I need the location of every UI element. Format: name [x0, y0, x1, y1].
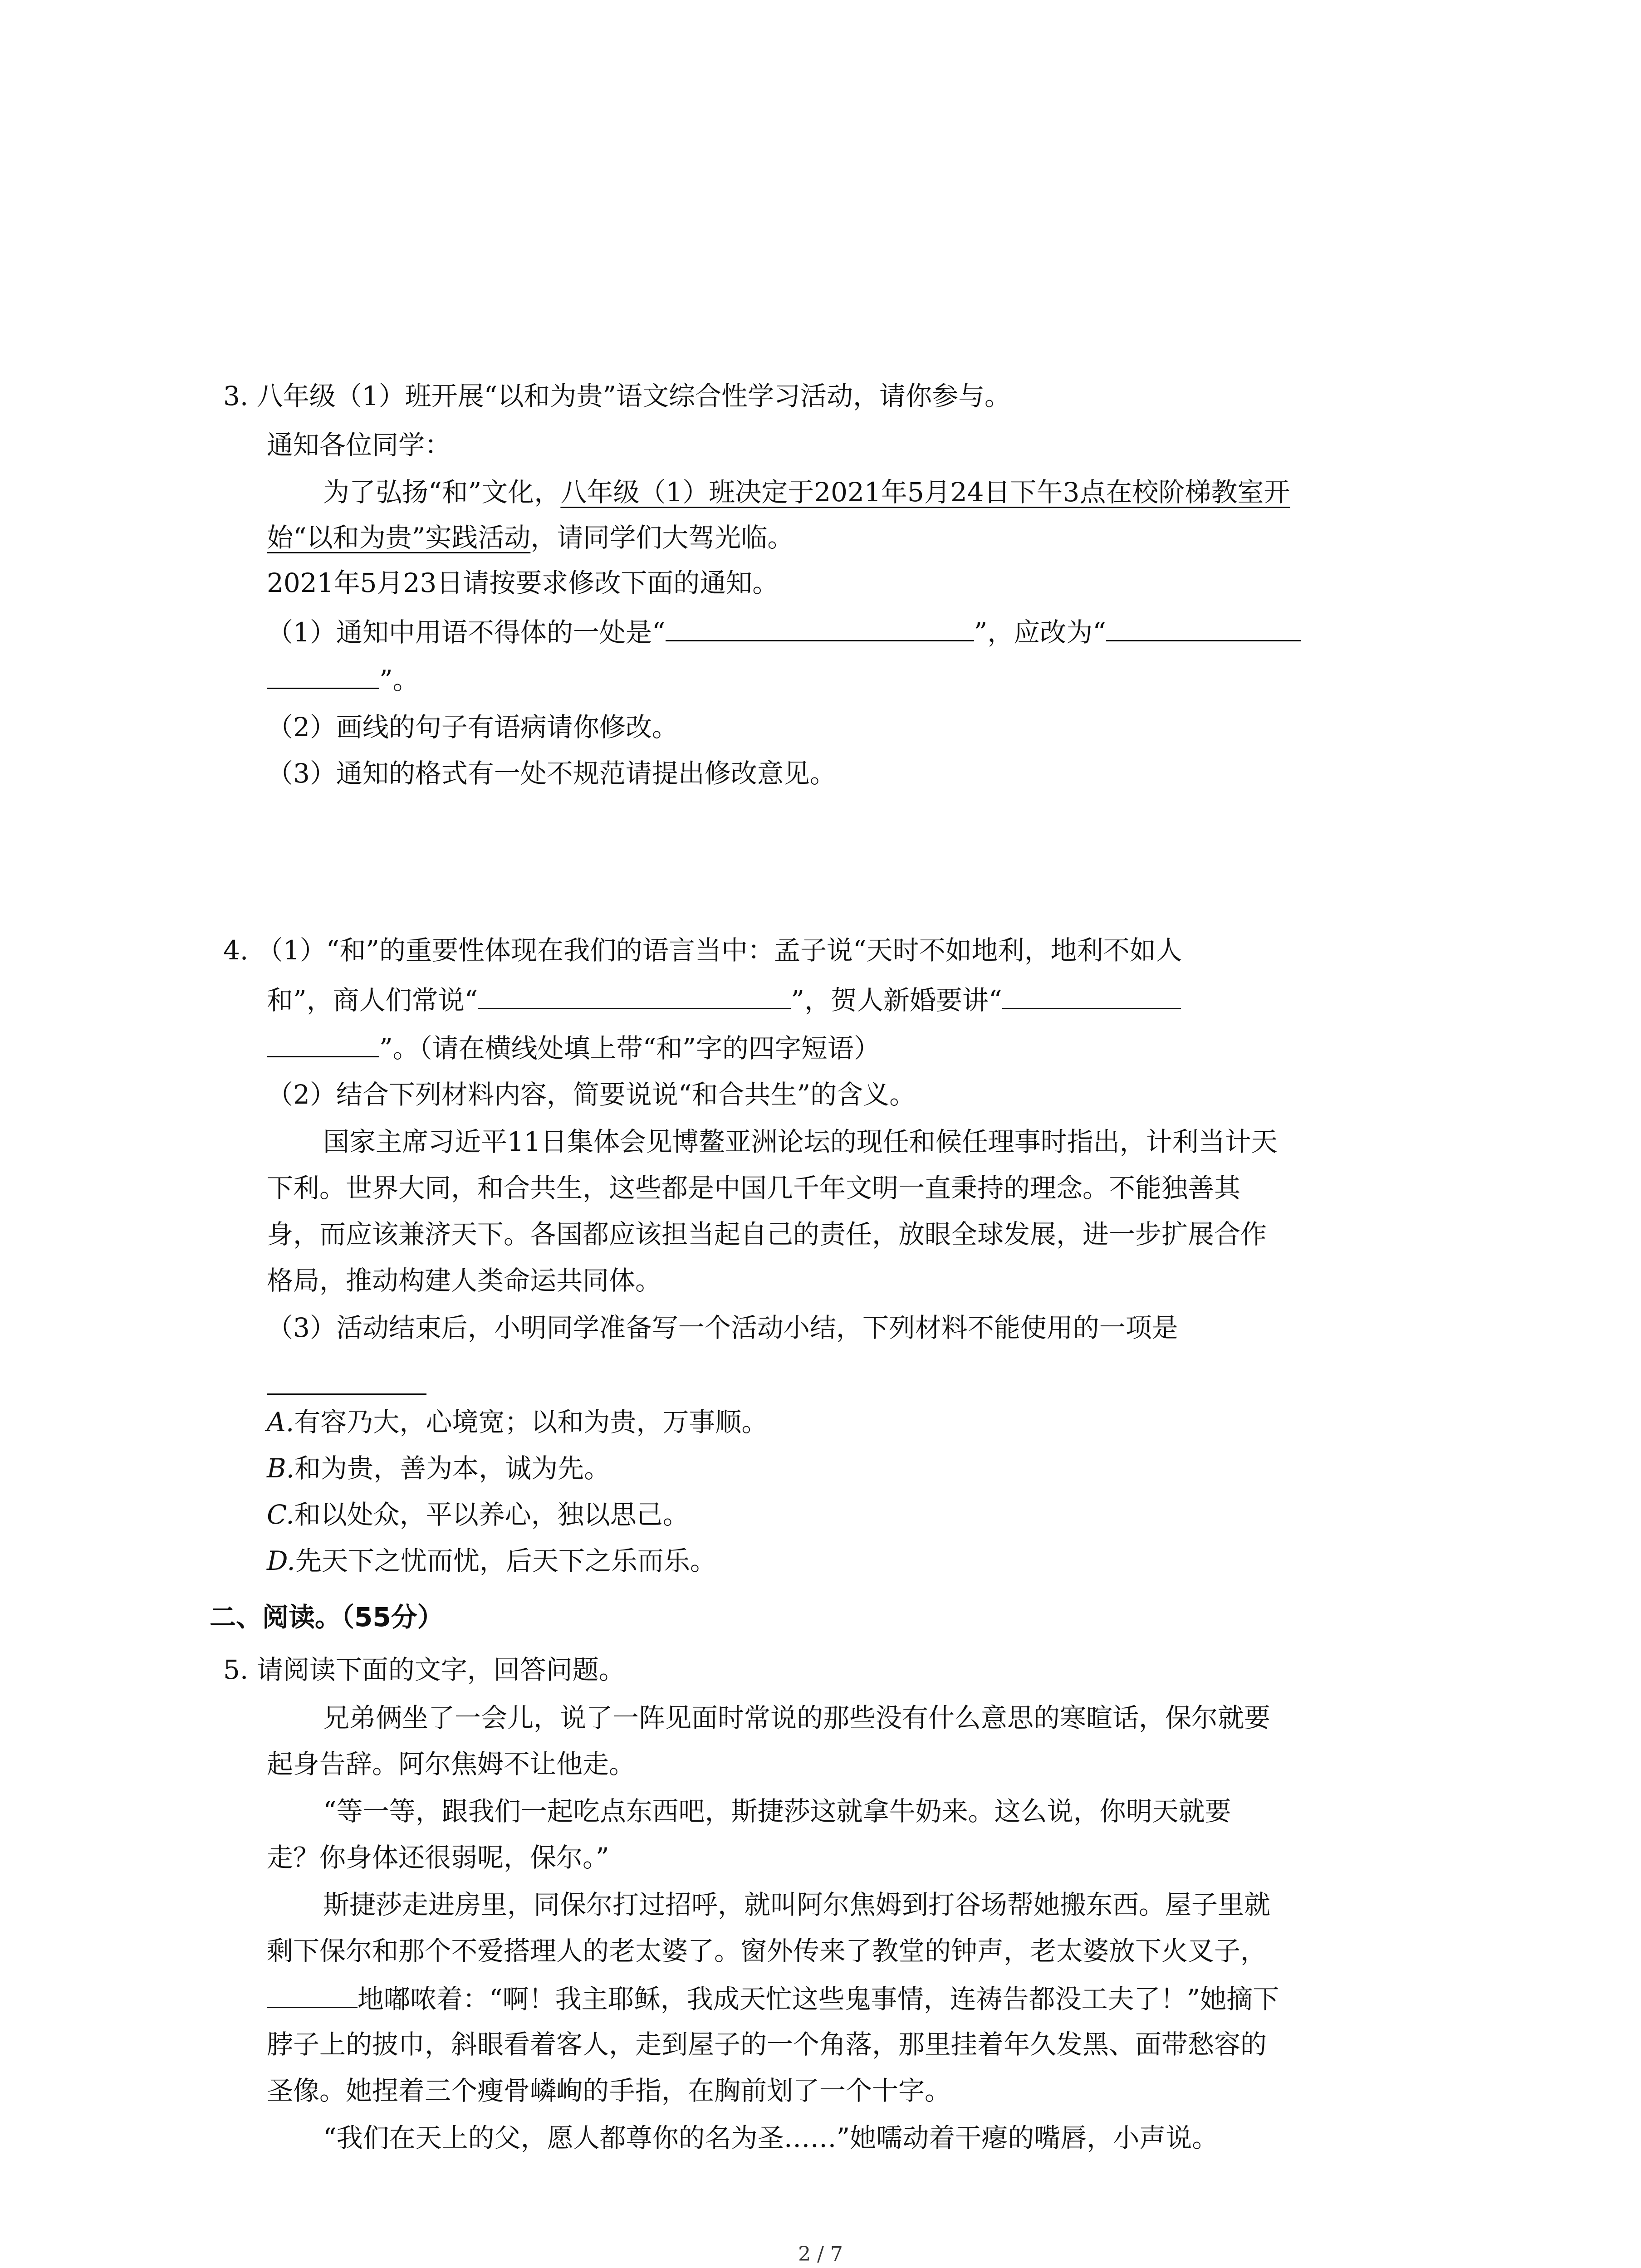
- q5-para3-line4: 脖子上的披巾，斜眼看着客人，走到屋子的一个角落，那里挂着年久发黑、面带愁容的: [267, 2029, 1267, 2060]
- q5-para3-line5: 圣像。她捏着三个瘦骨嶙峋的手指，在胸前划了一个十字。: [267, 2075, 951, 2106]
- q4-option-b-letter: B.: [267, 1453, 295, 1484]
- q3-sub1: [267, 616, 1301, 647]
- q4-wedding-idiom-blank-cont[interactable]: [267, 1031, 379, 1057]
- q5-para2-line1: “等一等，跟我们一起吃点东西吧，斯捷莎这就拿牛奶来。这么说，你明天就要: [323, 1796, 1231, 1827]
- q5-para1-line1: 兄弟俩坐了一会儿，说了一阵见面时常说的那些没有什么意思的寒暄话，保尔就要: [323, 1702, 1271, 1733]
- q4-line1: 4. （1）“和”的重要性体现在我们的语言当中：孟子说“天时不如地利，地利不如人: [223, 935, 1182, 966]
- q4-sub2: （2）结合下列材料内容，简要说说“和合共生”的含义。: [267, 1079, 916, 1110]
- q3-sub1-correction-blank-cont[interactable]: [267, 663, 379, 689]
- q3-notice-body-prefix: 为了弘扬“和”文化，: [323, 477, 561, 508]
- section-heading-reading: 二、阅读。（55分）: [210, 1602, 444, 1633]
- q3-sub1-end: ”。: [379, 665, 419, 695]
- q5-para3-line2: 剩下保尔和那个不爱搭理人的老太婆了。窗外传来了教堂的钟声，老太婆放下火叉子，: [267, 1936, 1267, 1966]
- q4-option-a: [267, 1406, 768, 1438]
- q4-wedding-idiom-blank[interactable]: [1002, 983, 1181, 1009]
- q5-para4: “我们在天上的父，愿人都尊你的名为圣……”她嚅动着干瘪的嘴唇，小声说。: [323, 2122, 1219, 2153]
- q4-line2-prefix: 和”，商人们常说“: [267, 985, 478, 1016]
- q4-material-line1: 国家主席习近平11日集体会见博鳌亚洲论坛的现任和候任理事时指出，计利当计天: [323, 1126, 1278, 1157]
- q5-para2-line2: 走？你身体还很弱呢，保尔。”: [267, 1842, 609, 1873]
- q4-line3: [267, 1031, 880, 1063]
- q5-title: 5. 请阅读下面的文字，回答问题。: [223, 1654, 625, 1685]
- q3-notice-body-line2: [267, 522, 794, 553]
- q4-material-line4: 格局，推动构建人类命运共同体。: [267, 1265, 662, 1296]
- q4-line3-end: ”。（请在横线处填上带“和”字的四字短语）: [379, 1033, 880, 1064]
- q4-line2-middle: ”，贺人新婚要讲“: [791, 985, 1002, 1016]
- q4-option-d-text: 先天下之忧而忧，后天下之乐而乐。: [295, 1545, 716, 1576]
- q4-option-d: [267, 1545, 716, 1577]
- q5-para1-line2: 起身告辞。阿尔焦姆不让他走。: [267, 1749, 636, 1779]
- q4-sub3: （3）活动结束后，小明同学准备写一个活动小结，下列材料不能使用的一项是: [267, 1312, 1178, 1343]
- q3-notice-head: 通知各位同学：: [267, 430, 451, 460]
- q4-merchant-idiom-blank[interactable]: [478, 983, 791, 1009]
- q4-material-line2: 下利。世界大同，和合共生，这些都是中国几千年文明一直秉持的理念。不能独善其: [267, 1173, 1241, 1203]
- q3-sub1-middle: ”，应改为“: [974, 617, 1106, 648]
- q3-sub3: （3）通知的格式有一处不规范请提出修改意见。: [267, 758, 836, 789]
- q3-notice-date: 2021年5月23日请按要求修改下面的通知。: [267, 567, 779, 598]
- q5-adverb-blank[interactable]: [267, 1982, 358, 2008]
- q4-option-a-letter: A.: [267, 1407, 294, 1437]
- q5-para3-line3-text: 地嘟哝着：“啊！我主耶稣，我成天忙这些鬼事情，连祷告都没工夫了！”她摘下: [358, 1984, 1279, 2014]
- q3-notice-body-line1: [323, 476, 1290, 508]
- q4-option-c: [267, 1499, 689, 1530]
- q3-sub2: （2）画线的句子有语病请你修改。: [267, 712, 678, 743]
- q3-sub1-prefix: （1）通知中用语不得体的一处是“: [267, 617, 666, 648]
- q4-option-c-letter: C.: [267, 1499, 294, 1530]
- page-number: 2 / 7: [798, 2243, 843, 2266]
- q4-material-line3: 身，而应该兼济天下。各国都应该担当起自己的责任，放眼全球发展，进一步扩展合作: [267, 1219, 1267, 1250]
- q4-option-a-text: 有容乃大，心境宽；以和为贵，万事顺。: [294, 1407, 768, 1437]
- q4-line2: [267, 983, 1181, 1015]
- q4-option-c-text: 和以处众，平以养心，独以思己。: [294, 1499, 689, 1530]
- q3-title: 3. 八年级（1）班开展“以和为贵”语文综合性学习活动，请你参与。: [223, 381, 1011, 411]
- q4-sub3-answer-blank[interactable]: [267, 1393, 426, 1395]
- q3-underlined-sentence-part1: 八年级（1）班决定于2021年5月24日下午3点在校阶梯教室开: [560, 477, 1290, 508]
- q4-option-b-text: 和为贵，善为本，诚为先。: [294, 1453, 611, 1484]
- q5-para3-line1: 斯捷莎走进房里，同保尔打过招呼，就叫阿尔焦姆到打谷场帮她搬东西。屋子里就: [323, 1889, 1271, 1920]
- q3-sub1-correction-blank[interactable]: [1106, 616, 1301, 641]
- q3-sub1-answer-blank[interactable]: [666, 616, 974, 641]
- q3-sub1-continued: [267, 663, 419, 695]
- q5-para3-line3: [267, 1982, 1279, 2014]
- q3-underlined-sentence-part2: 始“以和为贵”实践活动: [267, 522, 531, 553]
- q4-option-d-letter: D.: [267, 1545, 295, 1576]
- q3-notice-body-suffix: ，请同学们大驾光临。: [530, 522, 794, 553]
- q4-option-b: [267, 1452, 610, 1484]
